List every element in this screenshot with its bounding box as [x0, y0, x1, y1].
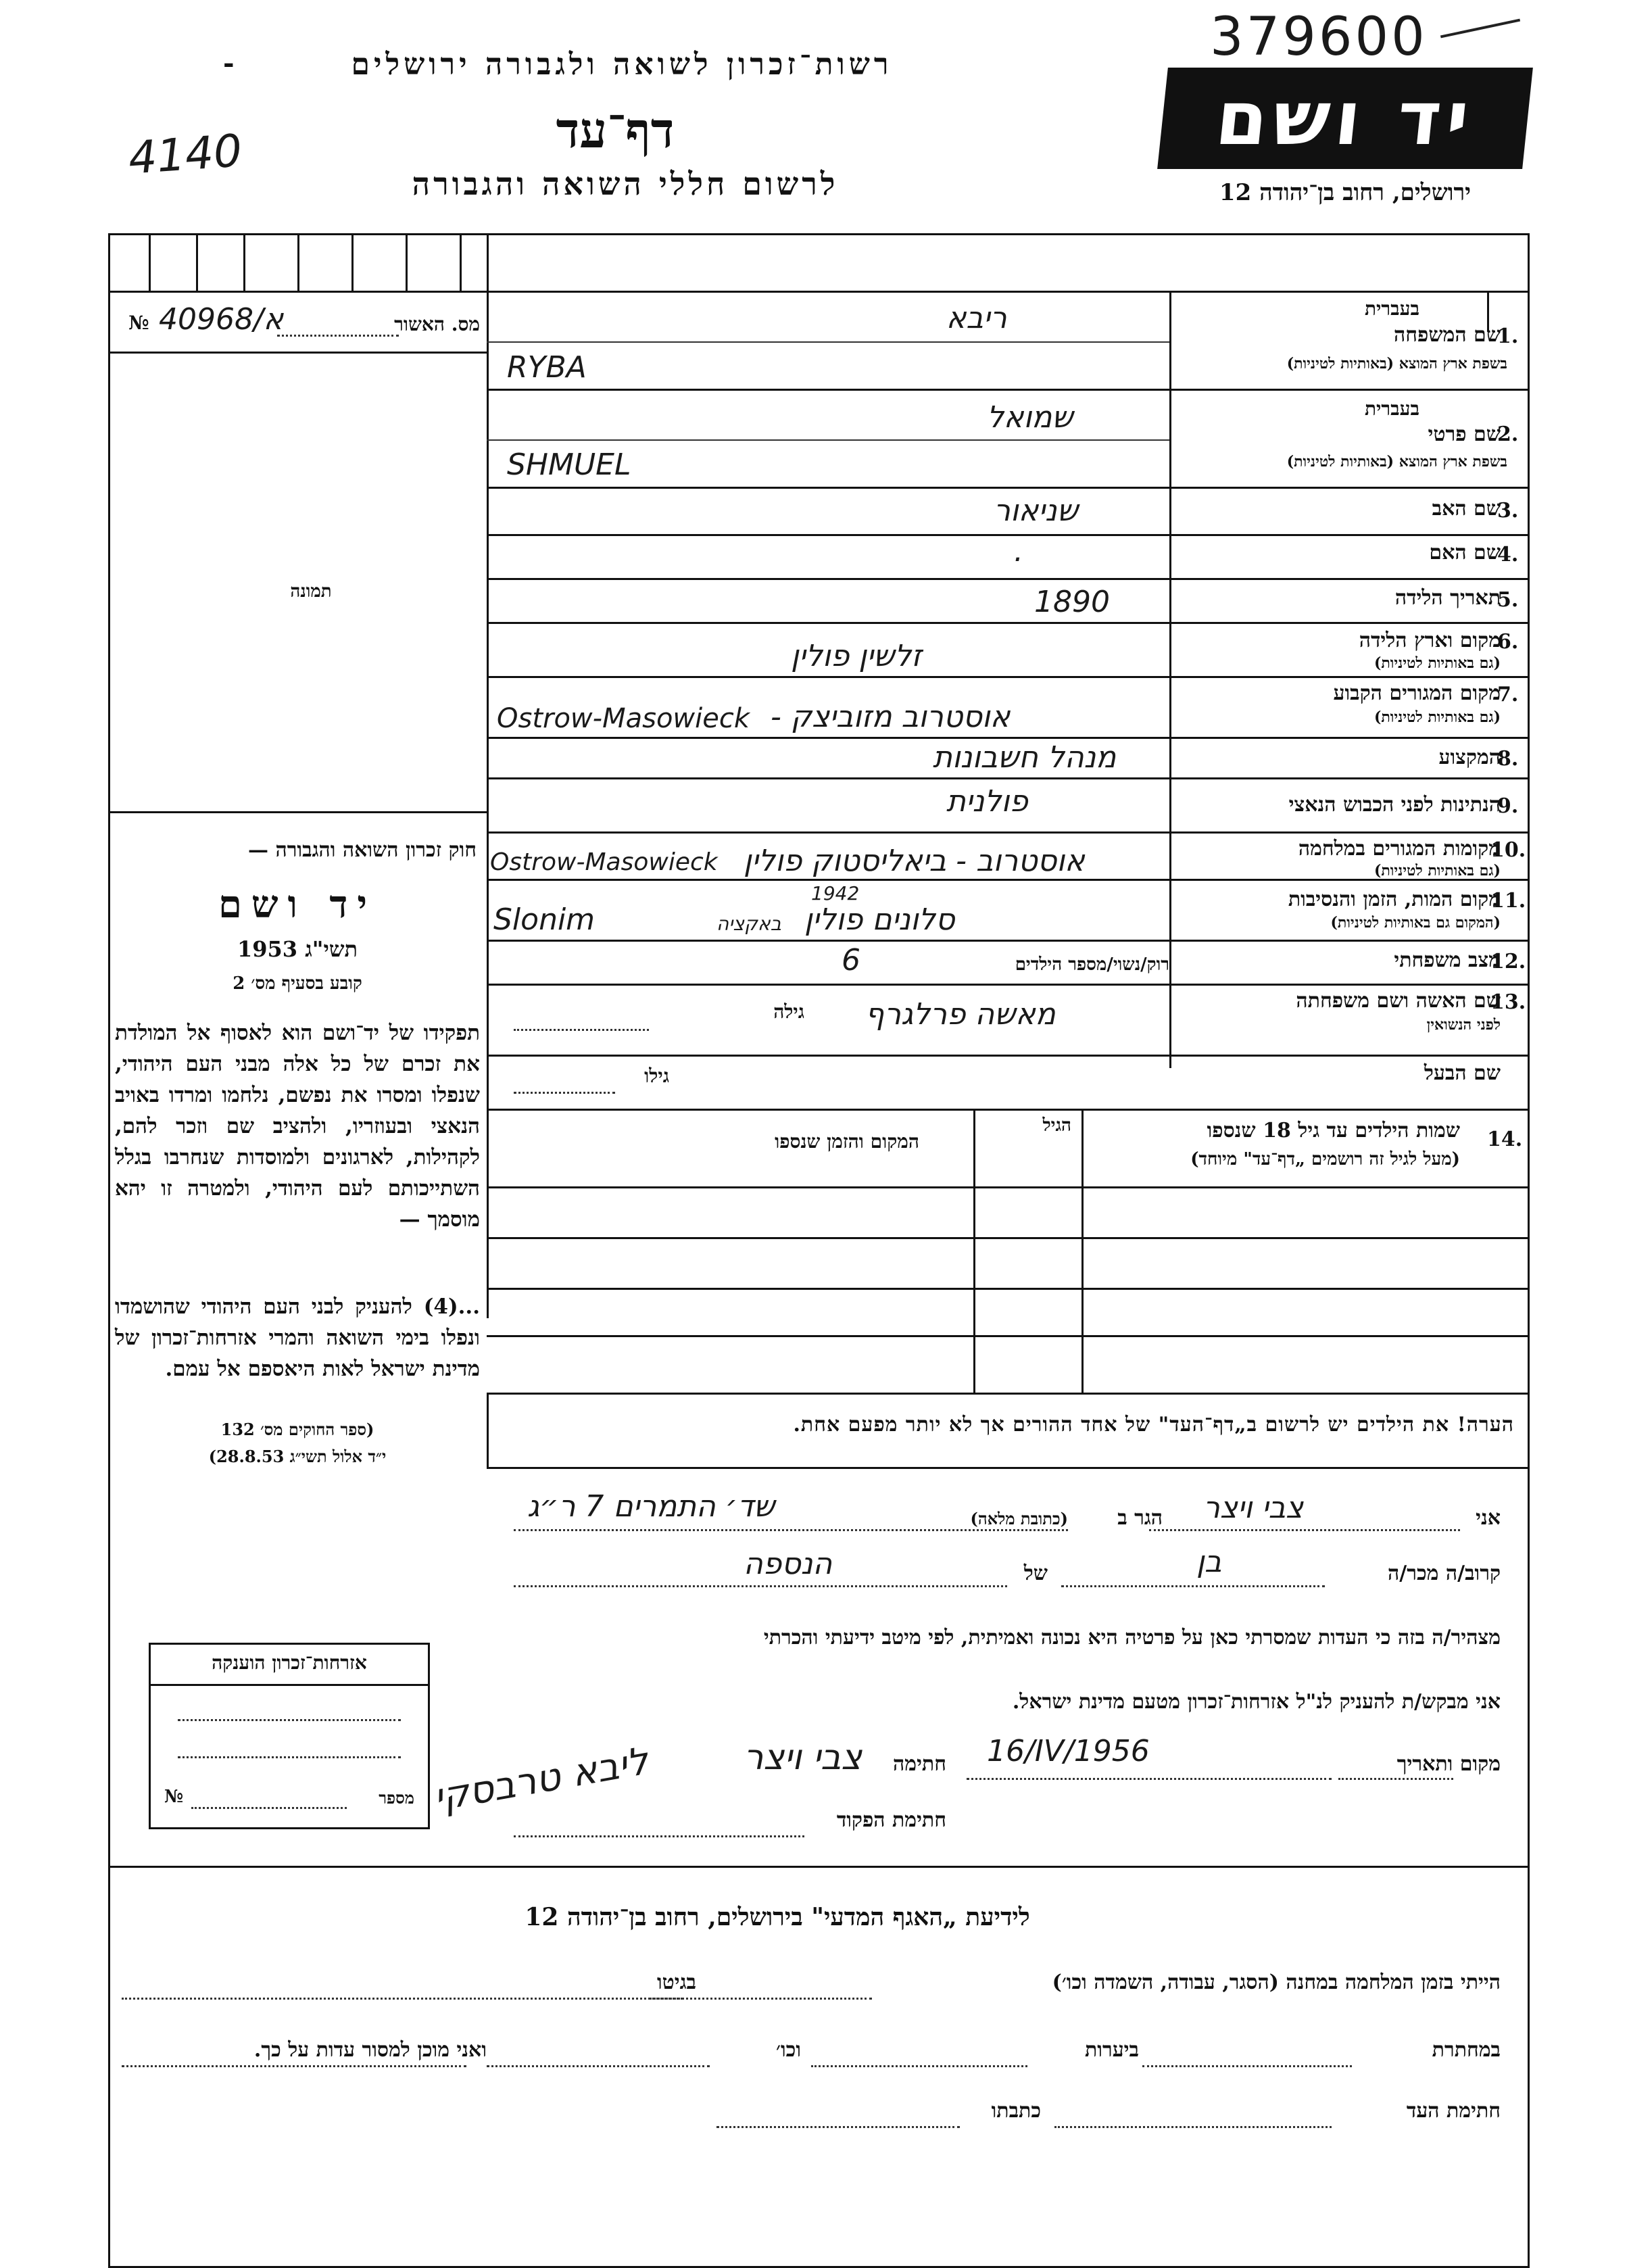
footer-line-1: הייתי בזמן המלחמה במחנה (הסגר, עבודה, השמדה וכו׳) [1052, 1971, 1501, 1994]
law-logo: יד ושם [218, 882, 377, 927]
field-5-num: 5. [1497, 588, 1519, 612]
field-10-value-hebrew: אוסטרוב - ביאליסטוק פולין [744, 844, 1085, 878]
footer-address: כתבתו [991, 2099, 1041, 2123]
date-value: 16/IV/1956 [987, 1734, 1150, 1768]
field-10-value-latin: Ostrow-Masowieck [490, 848, 718, 876]
field-7-sub: (גם באותיות לטיניות) [1373, 708, 1501, 726]
field-5-label: תאריך הלידה [1394, 586, 1501, 610]
note-text: הערה! את הילדים יש לרשום ב„דף־העד" של אחד ההורים אך לא יותר מפעם אחת. [793, 1413, 1514, 1437]
field-8-value: מנהל חשבונות [933, 740, 1117, 775]
field-7-num: 7. [1497, 683, 1519, 706]
field-11-note: באקציה [716, 913, 781, 935]
declaration-line-3: מצהיר/ה בזה כי העדות שמסרתי כאן על פרטיה היא נכונה ואמיתית, לפי מיטב ידיעתי והכרתי [763, 1626, 1501, 1649]
field-1-value-latin: RYBA [507, 350, 587, 385]
place-date-label: מקום ותאריך [1396, 1752, 1501, 1776]
field-1-label: שם המשפחה [1393, 323, 1501, 347]
field-6-num: 6. [1497, 630, 1519, 654]
field-9-value: פולנית [946, 784, 1028, 819]
field-2-num: 2. [1497, 423, 1519, 446]
field-13-value: מאשה פרלגרף [865, 997, 1056, 1032]
header-address: ירושלים, רחוב בן־יהודה 12 [1219, 179, 1472, 206]
girl-age-label: גילה [773, 1000, 804, 1023]
citizenship-no: № [164, 1787, 184, 1807]
resides-label: הגר ב [1117, 1506, 1163, 1530]
field-3-value: שניאור [994, 493, 1078, 528]
law-paragraph-2: ...(4) להעניק לבני העם היהודי שהושמדו ונפלו בימי השואה והמרי אזרחות־זכרון של מדינת ישראל לאות היאספם אל עמם. [115, 1295, 480, 1381]
field-2-value-latin: SHMUEL [507, 448, 631, 482]
children-sub: (מעל לגיל זה רושמים „דף־עד" מיוחד) [1190, 1149, 1460, 1169]
field-3-label: שם האב [1432, 497, 1501, 521]
declaration-line-4: אני מבקש/ת להעניק לנ"ל אזרחות־זכרון מטעם מדינת ישראל. [1012, 1690, 1501, 1714]
field-8-label: המקצוע [1438, 746, 1501, 769]
children-label: שמות הילדים עד גיל 18 שנספו [1207, 1119, 1460, 1142]
declarant-address: שד׳ התמרים 7 ר״ג [527, 1489, 775, 1524]
field-11-value-hebrew: סלונים פולין [804, 902, 955, 937]
form-title: דף־עד [556, 101, 675, 159]
dash-mark: - [223, 47, 235, 79]
of-label: של [1023, 1562, 1048, 1585]
field-10-label: מקומות המגורים במלחמה [1298, 837, 1501, 861]
field-10-num: 10. [1490, 838, 1526, 862]
registration-value: 40968/א [159, 302, 284, 337]
declarant-name: צבי ויצר [1203, 1491, 1304, 1525]
field-2-side: בעברית [1364, 397, 1419, 420]
address-hint: (כתובת מלאה) [970, 1509, 1068, 1528]
field-6-value: זלשין פולין [791, 639, 922, 673]
field-3-num: 3. [1497, 499, 1519, 523]
field-5-value: 1890 [1034, 585, 1110, 619]
law-ref-1: (ספר החוקים מס׳ 132 [220, 1420, 374, 1439]
field-10-sub: (גם באותיות לטיניות) [1373, 862, 1501, 879]
yad-vashem-logo [1157, 68, 1533, 169]
field-4-label: שם האם [1429, 541, 1501, 564]
field-7-value-latin: Ostrow-Masowieck [497, 703, 750, 734]
field-6-sub: (גם באותיות לטיניות) [1373, 654, 1501, 672]
field-9-label: הנתינות לפני הכבוש הנאצי [1288, 793, 1501, 817]
field-12-sub: רוק/נשוי/מספר הילדים [1015, 955, 1169, 975]
field-13-sub: לפני הנשואין [1426, 1016, 1501, 1034]
field-11-label: מקום המות, הזמן והנסיבות [1288, 888, 1501, 911]
field-2-label: שם פרטי [1428, 423, 1501, 446]
of-value: הנספה [744, 1547, 833, 1581]
field-11-sub: (המקום גם באותיות לטיניות) [1330, 914, 1501, 932]
field-6-label: מקום וארץ הלידה [1359, 629, 1501, 652]
field-12-label: מצב משפחתי [1394, 948, 1501, 972]
signature-label: חתימה [893, 1752, 946, 1776]
field-4-value: . [1014, 534, 1023, 569]
field-1-num: 1. [1497, 324, 1519, 348]
relative-label: קרוב/ה מכר/ה [1388, 1562, 1501, 1585]
law-year: תשי"ג 1953 [237, 936, 358, 962]
footer-underground: במחתרת [1432, 2038, 1501, 2062]
field-13-label: שם האשה ושם משפחתה [1296, 989, 1501, 1013]
org-line: רשות־זכרון לשואה ולגבורה ירושלים [351, 47, 893, 82]
footer-ghetto-label: בגיטו [656, 1971, 696, 1994]
stamp-number: 379600 [1210, 7, 1428, 68]
citizenship-number-label: מספר [379, 1788, 414, 1808]
field-12-num: 12. [1490, 950, 1526, 973]
declaration-ani: אני [1476, 1506, 1501, 1530]
citizenship-box [149, 1643, 430, 1829]
field-9-num: 9. [1497, 794, 1519, 818]
footer-title: לידיעת „האגף המדעי" בירושלים, רחוב בן־יהודה 12 [525, 1903, 1030, 1931]
law-heading: חוק זכרון השואה והגבורה — [248, 838, 477, 862]
field-11-num: 11. [1490, 889, 1526, 913]
law-paragraph-1: תפקידו של יד־ושם הוא לאסוף אל המולדת את זכרם של כל אלה מבני העם היהודי, שנפלו ומסרו את נפשם, נלחמו ומרדו באויב הנאצי ובעוזריו, ולהציב שם וזכר להם, לקהילות, לארגונים ולמוסדות שנחרבו בגלל השתייכותם לעם היהודי, ולמטרה זו יהא מוסמך — [115, 1021, 480, 1232]
field-1-sub: בשפת ארץ המוצא (באותיות לטיניות) [1286, 355, 1507, 372]
strike-mark [1440, 19, 1520, 39]
age-column-header: הגיל [1042, 1115, 1071, 1136]
law-ref-2: י״ד אלול תשי״ג 28.8.53) [208, 1447, 387, 1466]
field-14-num: 14. [1487, 1128, 1523, 1151]
footer-witness-signature: חתימת העד [1406, 2099, 1501, 2123]
signature-value: צבי ויצר [744, 1737, 862, 1778]
field-2-value-hebrew: שמואל [987, 400, 1073, 435]
field-7-label: מקום המגורים הקבוע [1333, 681, 1501, 705]
handwritten-number: 4140 [126, 124, 244, 185]
officer-signature: ליבא טרבסקי [430, 1739, 652, 1820]
field-13-num: 13. [1490, 990, 1526, 1014]
field-2-sub: בשפת ארץ המוצא (באותיות לטיניות) [1286, 453, 1507, 471]
footer-etc: וכו׳ [776, 2038, 801, 2062]
field-8-num: 8. [1497, 747, 1519, 771]
footer-forests: ביערות [1084, 2038, 1139, 2062]
photo-label: תמונה [290, 581, 332, 602]
field-7-value-hebrew: אוסטרוב מזוביצק - [771, 700, 1011, 734]
boy-age-label: גילו [644, 1065, 669, 1087]
field-11-value-latin: Slonim [493, 902, 595, 937]
relation-value: בן [1196, 1545, 1222, 1579]
field-1-side: בעברית [1364, 297, 1419, 320]
officer-signature-label: חתימת הפקוד [836, 1808, 946, 1832]
husband-label: שם הבעל [1424, 1061, 1501, 1085]
no-symbol: № [128, 312, 149, 334]
field-4-num: 4. [1497, 543, 1519, 566]
form-subtitle: לרשום חללי השואה והגבורה [412, 166, 839, 202]
field-1-value-hebrew: ריבא [946, 301, 1007, 335]
footer-willing: ואני מוכן למסור עדות על כך. [253, 2038, 487, 2062]
registration-label: מס. האשור [394, 313, 480, 335]
law-clause: קובע בסעיף מס׳ 2 [233, 973, 362, 994]
field-12-value: 6 [842, 943, 860, 978]
field-11-year: 1942 [811, 882, 860, 904]
citizenship-title: אזרחות־זכרון הוענקה [212, 1651, 367, 1674]
logo-text: יד ושם [1211, 75, 1479, 162]
place-column-header: המקום והזמן שנספו [775, 1130, 919, 1153]
